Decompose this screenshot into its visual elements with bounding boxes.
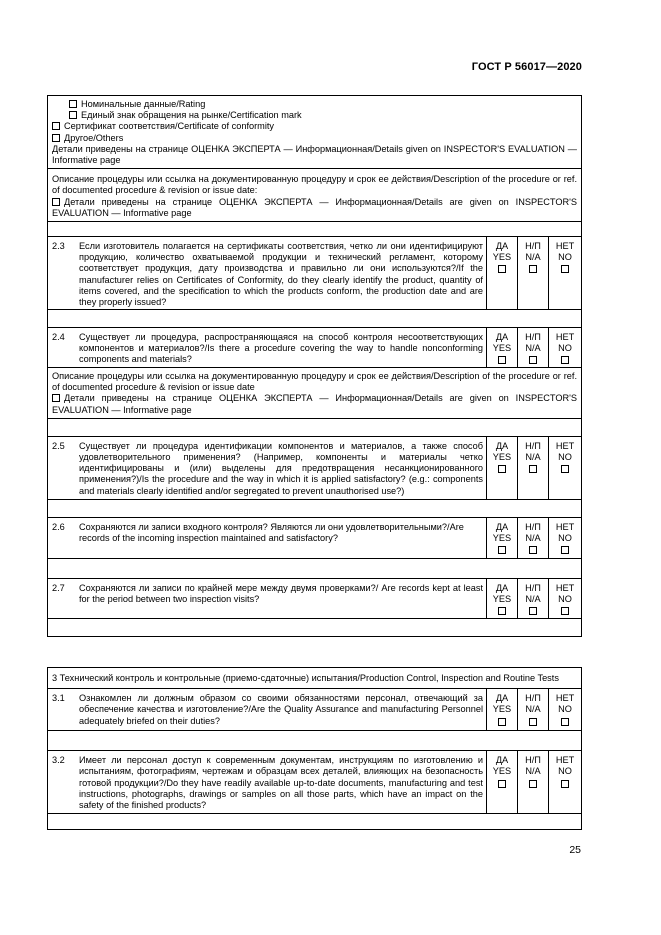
answer-yes[interactable]: ДА YES [486,751,517,813]
checkbox-item: Номинальные данные/Rating [52,99,577,110]
question-row-2-3 [48,236,581,309]
blank-row [48,558,581,578]
question-row-2-6 [48,517,581,558]
checkbox-icon[interactable] [498,356,506,364]
procedure-line: Описание процедуры или ссылка на документированную процедуру и срок ее действия/Description of the procedure or ref. of documented procedure & revision or issue date: [52,174,577,196]
question-text: Существует ли процедура, распространяющаяся на способ контроля несоответствующих компонентов и материалов?/Is there a procedure covering the way to handle nonconforming components and materials? [79,332,483,365]
answer-yes[interactable]: ДА YES [486,328,517,367]
question-row-3-2 [48,750,581,813]
checkbox-icon[interactable] [52,134,60,142]
blank-row [48,730,581,750]
question-text: Существует ли процедура идентификации компонентов и материалов, а также способ удовлетворительного применения? (Например, компоненты и материалы четко идентифицированы и (или) выделены для предотвращения несанкционированного применения?)/Is the procedure and the way in which it is applied satisfactory? (e.g.: components and materials clearly identified and/or segregated to prevent unauthorised use?) [79,440,483,496]
question-row-3-1 [48,688,581,730]
question-number: 2.6 [52,521,65,532]
procedure-line: Описание процедуры или ссылка на документированную процедуру и срок ее действия/Description of the procedure or ref. of documented procedure & revision or issue date [52,371,577,393]
page-number: 25 [569,844,581,856]
checkbox-icon[interactable] [52,122,60,130]
procedure-block [48,367,581,418]
checkbox-icon[interactable] [52,198,60,206]
checkbox-icon[interactable] [498,465,506,473]
checkbox-icon[interactable] [529,718,537,726]
answer-no[interactable]: НЕТ NO [548,579,581,618]
answer-no[interactable]: НЕТ NO [548,237,581,309]
checkbox-icon[interactable] [498,718,506,726]
checkbox-icon[interactable] [498,780,506,788]
answer-no[interactable]: НЕТ NO [548,328,581,367]
checkbox-icon[interactable] [69,111,77,119]
answer-na[interactable]: Н/П N/A [517,518,548,558]
checkbox-item: Единый знак обращения на рынке/Certification mark [52,110,577,121]
question-text: Сохраняются ли записи входного контроля? Являются ли они удовлетворительными?/Are records of the incoming inspection maintained and satisfactory? [79,521,464,544]
blank-row [48,618,581,636]
answer-na[interactable]: Н/П N/A [517,328,548,367]
top-block [48,96,581,168]
answer-na[interactable]: Н/П N/A [517,579,548,618]
answer-no[interactable]: НЕТ NO [548,689,581,730]
blank-row [48,309,581,327]
checkbox-icon[interactable] [529,607,537,615]
question-text: Если изготовитель полагается на сертификаты соответствия, четко ли они идентифицируют продукцию, количество охватываемой продукции и технический регламент, которому соответствует продукция, дату производства и правильно ли они используются?/If the manufacturer relies on Certificates of Conformity, do they clearly identify the product, quantity of items covered, and the specification to which the products conform, the production date and are they properly issued? [79,241,483,308]
answer-no[interactable]: НЕТ NO [548,437,581,499]
blank-row [48,813,581,829]
answer-no[interactable]: НЕТ NO [548,751,581,813]
checkbox-icon[interactable] [529,546,537,554]
checkbox-icon[interactable] [498,546,506,554]
checkbox-icon[interactable] [529,356,537,364]
checkbox-icon[interactable] [561,265,569,273]
answer-na[interactable]: Н/П N/A [517,689,548,730]
answer-na[interactable]: Н/П N/A [517,751,548,813]
standard-designation: ГОСТ Р 56017—2020 [471,61,582,73]
answer-yes[interactable]: ДА YES [486,518,517,558]
question-row-2-4 [48,327,581,367]
question-number: 2.7 [52,582,65,593]
checkbox-icon[interactable] [529,265,537,273]
checkbox-icon[interactable] [529,465,537,473]
details-note: Детали приведены на странице ОЦЕНКА ЭКСПЕРТА — Информационная/Details are given on INSPECTOR'S EVALUATION — Informative page [52,196,577,218]
procedure-block [48,168,581,221]
question-text: Ознакомлен ли должным образом со своими обязанностями персонал, отвечающий за обеспечение качества и изготовление?/Are the Quality Assurance and manufacturing Personnel adequately briefed on their duties? [79,693,483,726]
checkbox-icon[interactable] [529,780,537,788]
question-number: 3.1 [52,693,65,704]
blank-row [48,418,581,436]
checkbox-icon[interactable] [561,607,569,615]
checkbox-icon[interactable] [561,780,569,788]
checklist-table-2 [47,667,582,830]
answer-yes[interactable]: ДА YES [486,689,517,730]
checkbox-icon[interactable] [498,265,506,273]
answer-no[interactable]: НЕТ NO [548,518,581,558]
question-number: 2.3 [52,241,65,252]
details-note: Детали приведены на странице ОЦЕНКА ЭКСПЕРТА — Информационная/Details given on INSPECTOR'S EVALUATION — Informative page [52,143,577,166]
question-row-2-5 [48,436,581,499]
checklist-table-1 [47,95,582,637]
question-row-2-7 [48,578,581,618]
question-number: 3.2 [52,755,65,766]
checkbox-icon[interactable] [52,394,60,402]
blank-row [48,221,581,236]
answer-yes[interactable]: ДА YES [486,437,517,499]
checkbox-icon[interactable] [498,607,506,615]
answer-na[interactable]: Н/П N/A [517,237,548,309]
answer-na[interactable]: Н/П N/A [517,437,548,499]
checkbox-icon[interactable] [561,356,569,364]
question-number: 2.5 [52,440,65,451]
checkbox-icon[interactable] [561,546,569,554]
checkbox-icon[interactable] [69,100,77,108]
question-number: 2.4 [52,332,65,343]
answer-yes[interactable]: ДА YES [486,579,517,618]
checkbox-item: Другое/Others [52,133,577,144]
checkbox-item: Сертификат соответствия/Certificate of conformity [52,121,577,132]
question-text: Сохраняются ли записи по крайней мере между двумя проверками?/ Are records kept at least for the period between two inspection visits? [79,582,483,605]
checkbox-icon[interactable] [561,465,569,473]
answer-yes[interactable]: ДА YES [486,237,517,309]
blank-row [48,499,581,517]
details-note: Детали приведены на странице ОЦЕНКА ЭКСПЕРТА — Информационная/Details are given on INSPECTOR'S EVALUATION — Informative page [52,393,577,415]
section-title: 3 Технический контроль и контрольные (приемо-сдаточные) испытания/Production Control, Inspection and Routine Tests [52,673,559,683]
question-text: Имеет ли персонал доступ к современным документам, инструкциям по изготовлению и испытаниям, фотографиям, чертежам и образцам всех деталей, влияющих на безопасность готовой продукции?/Do they have readily available up-to-date documents, manufacturing and test instructions, photographs, drawings or samples on all those parts, which have an impact on the safety of the finished products? [79,755,483,811]
checkbox-icon[interactable] [561,718,569,726]
